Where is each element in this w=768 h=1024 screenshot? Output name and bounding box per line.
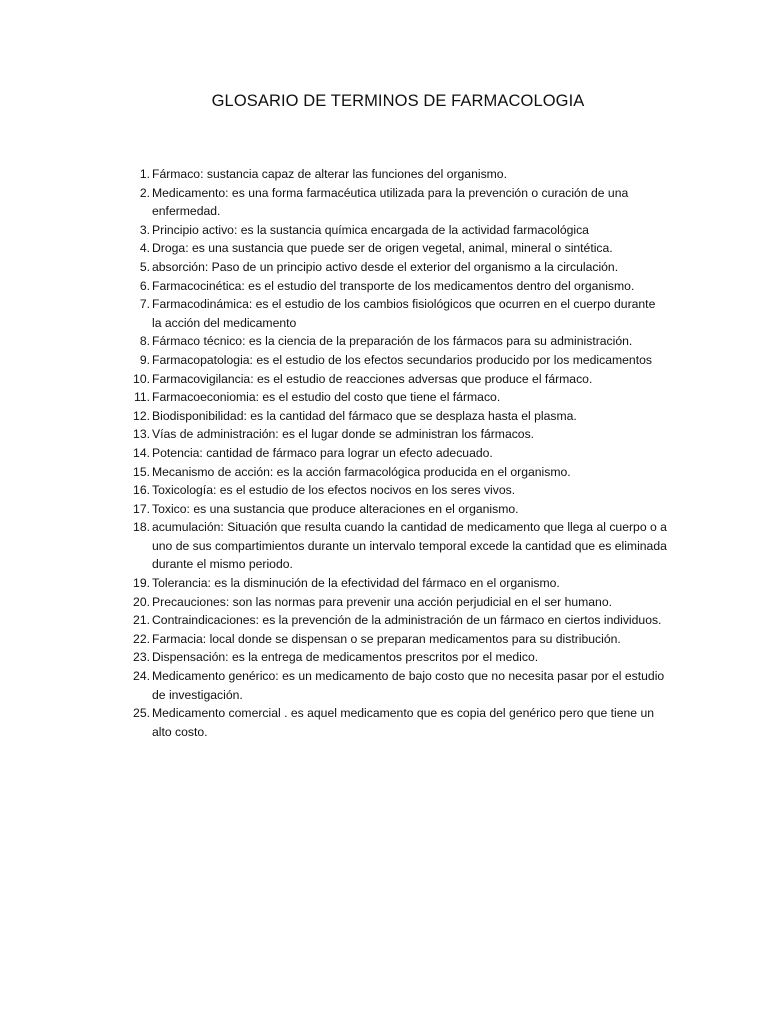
item-text: Vías de administración: es el lugar donde se administran los fármacos. — [152, 427, 535, 442]
glossary-item — [128, 221, 668, 240]
item-number: 22. — [133, 631, 150, 646]
item-text: Toxicología: es el estudio de los efectos nocivos en los seres vivos. — [152, 483, 516, 498]
item-text: Potencia: cantidad de fármaco para lograr un efecto adecuado. — [152, 445, 493, 460]
item-text: Precauciones: son las normas para prevenir una acción perjudicial en el ser humano. — [152, 594, 612, 609]
glossary-item — [128, 518, 668, 574]
item-number: 24. — [133, 669, 150, 684]
glossary-item — [128, 277, 668, 296]
item-number: 3. — [139, 222, 150, 237]
glossary-item — [128, 332, 668, 351]
item-number: 1. — [139, 167, 150, 181]
item-text: Tolerancia: es la disminución de la efectividad del fármaco en el organismo. — [152, 576, 560, 591]
item-text: Farmacoeconiomia: es el estudio del costo que tiene el fármaco. — [152, 390, 501, 405]
glossary-item — [128, 295, 668, 332]
item-number: 21. — [133, 613, 150, 628]
glossary-item — [128, 407, 668, 426]
item-text: Farmacopatologia: es el estudio de los efectos secundarios producido por los medicamentos — [152, 352, 652, 367]
item-number: 12. — [133, 408, 150, 423]
item-text: Droga: es una sustancia que puede ser de origen vegetal, animal, mineral o sintética. — [152, 241, 613, 256]
glossary-item — [128, 463, 668, 482]
glossary-item — [128, 574, 668, 593]
item-number: 6. — [139, 278, 150, 293]
glossary-item — [128, 704, 668, 741]
item-text: Farmacovigilancia: es el estudio de reacciones adversas que produce el fármaco. — [152, 371, 593, 386]
item-number: 23. — [133, 650, 150, 665]
item-number: 2. — [139, 185, 150, 200]
item-number: 5. — [139, 259, 150, 274]
glossary-list — [128, 165, 668, 741]
glossary-item — [128, 388, 668, 407]
glossary-item — [128, 165, 668, 184]
glossary-item — [128, 667, 668, 704]
item-number: 8. — [139, 334, 150, 349]
item-number: 14. — [133, 445, 150, 460]
glossary-item — [128, 481, 668, 500]
item-text: Farmacocinética: es el estudio del transporte de los medicamentos dentro del organismo. — [152, 278, 635, 293]
document-title: GLOSARIO DE TERMINOS DE FARMACOLOGIA — [211, 92, 585, 110]
glossary-item — [128, 611, 668, 630]
glossary-item — [128, 425, 668, 444]
item-number: 10. — [133, 371, 150, 386]
item-number: 15. — [133, 464, 150, 479]
item-number: 25. — [133, 706, 150, 721]
item-text: Dispensación: es la entrega de medicamentos prescritos por el medico. — [152, 650, 539, 665]
item-number: 17. — [133, 501, 150, 516]
glossary-item — [128, 351, 668, 370]
item-text: Contraindicaciones: es la prevención de la administración de un fármaco en ciertos individuos. — [152, 613, 662, 628]
item-text: Farmacodinámica: es el estudio de los cambios fisiológicos que ocurren en el cuerpo durante la acción del medicamento — [152, 297, 656, 330]
glossary-item — [128, 593, 668, 612]
item-text: Medicamento: es una forma farmacéutica utilizada para la prevención o curación de una enfermedad. — [152, 185, 629, 219]
glossary-item — [128, 370, 668, 389]
item-number: 7. — [139, 297, 150, 312]
item-text: Fármaco: sustancia capaz de alterar las funciones del organismo. — [152, 167, 507, 181]
glossary-item — [128, 184, 668, 221]
item-number: 20. — [133, 594, 150, 609]
item-number: 13. — [133, 427, 150, 442]
item-number: 16. — [133, 483, 150, 498]
item-text: absorción: Paso de un principio activo desde el exterior del organismo a la circulación. — [152, 259, 619, 274]
item-number: 18. — [133, 520, 150, 535]
item-number: 11. — [133, 390, 150, 405]
item-text: Medicamento genérico: es un medicamento de bajo costo que no necesita pasar por el estudio de investigación. — [152, 669, 665, 702]
item-number: 4. — [139, 241, 150, 256]
glossary-item — [128, 239, 668, 258]
item-text: Mecanismo de acción: es la acción farmacológica producida en el organismo. — [152, 464, 571, 479]
item-text: Medicamento comercial . es aquel medicamento que es copia del genérico pero que tiene un alto costo. — [152, 706, 655, 739]
glossary-item — [128, 444, 668, 463]
item-text: acumulación: Situación que resulta cuando la cantidad de medicamento que llega al cuerpo o a uno de sus compartimientos durante un intervalo temporal excede la cantidad que es eliminada durante el mismo periodo. — [152, 520, 667, 572]
glossary-item — [128, 500, 668, 519]
glossary-item — [128, 630, 668, 649]
item-text: Fármaco técnico: es la ciencia de la preparación de los fármacos para su administración. — [152, 334, 633, 349]
item-text: Farmacia: local donde se dispensan o se preparan medicamentos para su distribución. — [152, 631, 621, 646]
glossary-item — [128, 648, 668, 667]
item-text: Toxico: es una sustancia que produce alteraciones en el organismo. — [152, 501, 519, 516]
item-text: Principio activo: es la sustancia química encargada de la actividad farmacológica — [152, 222, 589, 237]
glossary-item — [128, 258, 668, 277]
item-number: 9. — [139, 352, 150, 367]
item-number: 19. — [133, 576, 150, 591]
item-text: Biodisponibilidad: es la cantidad del fármaco que se desplaza hasta el plasma. — [152, 408, 577, 423]
